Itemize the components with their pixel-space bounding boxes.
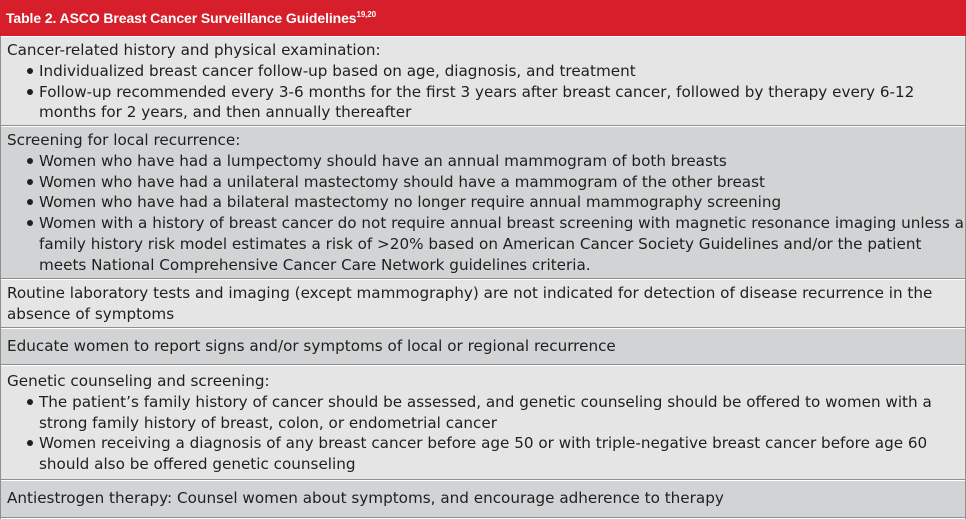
row-text: Educate women to report signs and/or symptoms of local or regional recurrence — [7, 337, 616, 355]
row-heading: Cancer-related history and physical examination: — [7, 41, 381, 59]
bullet-item: Women who have had a unilateral mastectomy should have a mammogram of the other breast — [7, 172, 965, 193]
row-text: Routine laboratory tests and imaging (except mammography) are not indicated for detection of disease recurrence in the absence of symptoms — [7, 284, 933, 323]
row-educate-women — [1, 329, 965, 365]
row-history-exam — [1, 37, 965, 126]
row-heading: Screening for local recurrence: — [7, 131, 241, 149]
row-genetic-counseling — [1, 366, 965, 480]
row-local-recurrence — [1, 127, 965, 279]
table-title-text: Table 2. ASCO Breast Cancer Surveillance Guidelines — [6, 10, 357, 26]
bullet-item: Women with a history of breast cancer do not require annual breast screening with magnetic resonance imaging unless a family history risk model estimates a risk of >20% based on American Cancer Society Guidelines and/or the patient meets National Comprehensive Cancer Care Network guidelines criteria. — [7, 213, 965, 275]
table-title — [0, 0, 966, 36]
bullet-item: Women receiving a diagnosis of any breast cancer before age 50 or with triple-negative breast cancer before age 60 should also be offered genetic counseling — [7, 433, 965, 475]
bullet-item: Women who have had a lumpectomy should have an annual mammogram of both breasts — [7, 151, 965, 172]
row-antiestrogen — [1, 481, 965, 518]
bullet-item: Individualized breast cancer follow-up based on age, diagnosis, and treatment — [7, 61, 965, 82]
row-heading: Genetic counseling and screening: — [7, 372, 270, 390]
bullet-item: Follow-up recommended every 3-6 months for the first 3 years after breast cancer, followed by therapy every 6-12 months for 2 years, and then annually thereafter — [7, 82, 965, 124]
row-text: Antiestrogen therapy: Counsel women about symptoms, and encourage adherence to therapy — [7, 489, 724, 507]
row-routine-tests — [1, 280, 965, 328]
bullet-item: The patient’s family history of cancer should be assessed, and genetic counseling should be offered to women with a strong family history of breast, colon, or endometrial cancer — [7, 392, 965, 434]
bullet-item: Women who have had a bilateral mastectomy no longer require annual mammography screening — [7, 192, 965, 213]
table-title-reference: 19,20 — [356, 10, 377, 19]
